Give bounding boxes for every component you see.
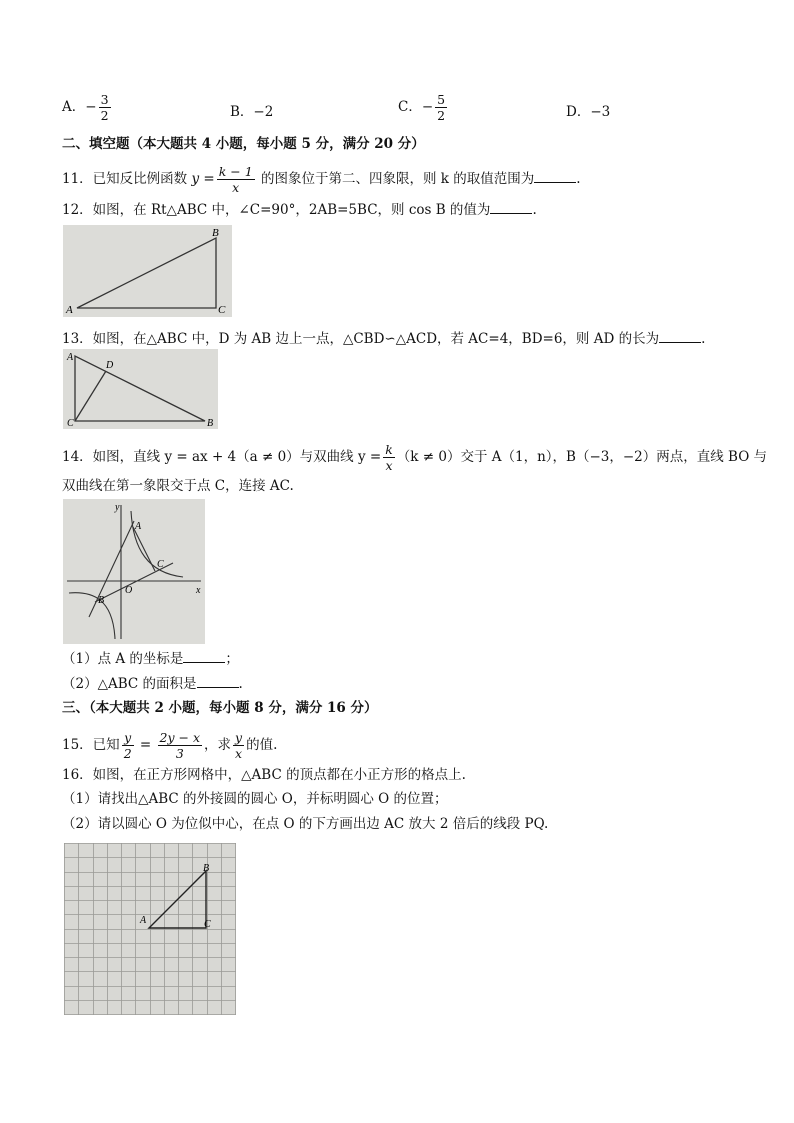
q12-triangle (77, 238, 216, 308)
q15-num-1: y (122, 730, 134, 746)
q13-label-b: B (207, 418, 214, 429)
option-b-label: B． (230, 104, 254, 120)
q14-sub2-text: （2）△ABC 的面积是 (62, 676, 197, 692)
q15-mid: ，求 (204, 737, 232, 753)
option-c (398, 92, 449, 123)
q16-triangle (149, 871, 206, 928)
q15-equals: = (135, 737, 156, 753)
q13-answer-blank[interactable] (659, 328, 701, 343)
question-11 (62, 164, 581, 195)
q16-label-a: A (140, 915, 147, 926)
q12-text: 12．如图，在 Rt△ABC 中，∠C=90°，2AB=5BC，则 cos B 的值为 (62, 202, 491, 218)
q12-label-b: B (212, 227, 219, 239)
q14-segment-ac (133, 527, 155, 571)
q11-den: x (232, 180, 240, 195)
q14-hyperbola-q3 (69, 593, 115, 639)
q15-den-2: 3 (175, 746, 184, 761)
q13-label-d: D (106, 360, 114, 371)
q14-sub1-end: ； (225, 651, 239, 667)
option-c-num: 5 (437, 92, 446, 107)
option-d-value: −3 (590, 104, 611, 120)
option-d (566, 100, 610, 120)
q14-label-a: A (135, 521, 142, 532)
option-b-value: −2 (253, 104, 274, 120)
q12-answer-blank[interactable] (490, 199, 532, 214)
q12-end: . (532, 202, 537, 218)
q15-num-3: y (235, 730, 243, 745)
question-12 (62, 199, 537, 220)
option-a-num: 3 (100, 92, 109, 107)
q14-label-y: y (115, 502, 120, 513)
q15-prefix: 15．已知 (62, 737, 120, 753)
q11-num: k − 1 (218, 164, 253, 179)
q13-end: . (701, 331, 706, 347)
section-2-title: 二、填空题（本大题共 4 小题，每小题 5 分，满分 20 分） (62, 136, 425, 152)
q14-part2: （k ≠ 0）交于 A（1，n），B（−3，−2）两点，直线 BO 与 (396, 449, 768, 465)
q15-num-2: 2y − x (159, 730, 201, 745)
option-c-den: 2 (437, 108, 446, 123)
q16-sub2: （2）请以圆心 O 为位似中心，在点 O 的下方画出边 AC 放大 2 倍后的线段 PQ. (62, 816, 549, 832)
q14-graph (63, 499, 205, 644)
q16-sub1: （1）请找出△ABC 的外接圆的圆心 O，并标明圆心 O 的位置； (62, 791, 448, 807)
q13-figure (63, 349, 218, 429)
question-14 (62, 442, 767, 473)
q11-fraction (217, 164, 255, 195)
option-c-label: C． (398, 99, 422, 115)
option-b (230, 100, 273, 120)
option-a (62, 92, 113, 123)
q14-num: k (385, 442, 393, 457)
q14-sub1-text: （1）点 A 的坐标是 (62, 651, 184, 667)
option-a-den: 2 (100, 108, 109, 123)
q14-label-c: C (157, 559, 164, 570)
q15-den-3: x (235, 746, 243, 761)
section-3-title: 三、（本大题共 2 小题，每小题 8 分，满分 16 分） (62, 700, 378, 716)
q14-sub2-end: . (238, 676, 243, 692)
question-15 (62, 730, 277, 761)
q14-label-o: O (125, 585, 133, 596)
q14-den: x (385, 458, 393, 473)
q15-fraction-3 (233, 730, 244, 761)
q15-end: 的值. (246, 737, 278, 753)
question-16: 16．如图，在正方形网格中，△ABC 的顶点都在小正方形的格点上. (62, 767, 466, 783)
option-a-label: A． (62, 99, 86, 115)
q12-label-c: C (218, 304, 226, 316)
q11-end: . (576, 171, 581, 187)
option-d-label: D． (566, 104, 591, 120)
q14-sub2 (62, 673, 243, 694)
q11-prefix: 11．已知反比例函数 (62, 171, 192, 187)
q13-text: 13．如图，在△ABC 中，D 为 AB 边上一点，△CBD∽△ACD，若 AC=4，BD=6，则 AD 的长为 (62, 331, 660, 347)
q16-square-grid (64, 843, 236, 1015)
q13-label-a: A (67, 352, 74, 363)
option-a-fraction (99, 92, 111, 123)
q11-y-eq: y = (191, 171, 215, 187)
q14-figure (63, 499, 205, 644)
question-13 (62, 328, 705, 349)
option-a-sign: − (85, 99, 97, 115)
q16-label-b: B (203, 863, 210, 874)
q16-figure (64, 843, 236, 1015)
q12-figure (63, 225, 232, 317)
q13-segment-cd (75, 371, 106, 421)
q14-label-b: B (98, 595, 105, 606)
q14-line2: 双曲线在第一象限交于点 C，连接 AC. (62, 478, 294, 494)
q15-fraction-1 (122, 730, 134, 761)
q14-label-x: x (196, 585, 201, 596)
q14-sub2-blank[interactable] (197, 673, 239, 688)
option-c-fraction (435, 92, 447, 123)
q14-sub1 (62, 648, 239, 669)
q15-den-1: 2 (123, 746, 132, 761)
q13-triangle-diagram (63, 349, 218, 429)
q11-suffix: 的图象位于第二、四象限，则 k 的取值范围为 (256, 171, 535, 187)
option-c-sign: − (421, 99, 434, 115)
q14-fraction (383, 442, 395, 473)
q15-fraction-2 (158, 730, 203, 761)
q12-label-a: A (66, 304, 73, 316)
q11-answer-blank[interactable] (534, 168, 576, 183)
q14-line-ab (89, 521, 134, 617)
q14-part1: 14．如图，直线 y = ax + 4（a ≠ 0）与双曲线 y = (62, 449, 382, 465)
q12-triangle-diagram (63, 225, 232, 317)
q16-label-c: C (204, 919, 211, 930)
q14-sub1-blank[interactable] (183, 648, 225, 663)
q13-label-c: C (67, 418, 74, 429)
